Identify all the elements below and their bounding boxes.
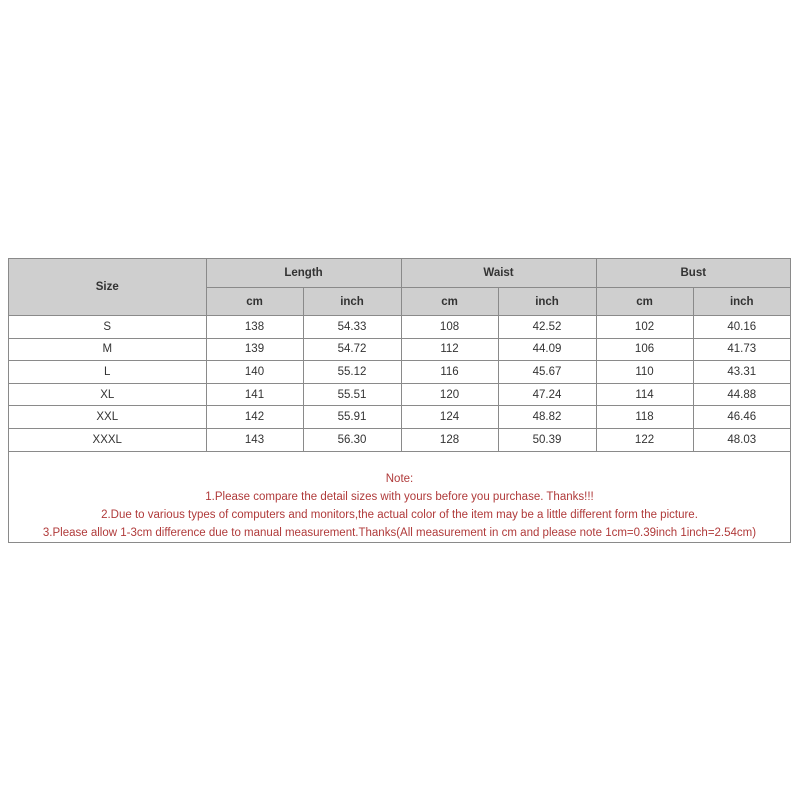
- waist-cm-cell: 112: [401, 338, 498, 361]
- note-line-3: 3.Please allow 1-3cm difference due to manual measurement.Thanks(All measurement in cm and please note 1cm=0.39inch 1inch=2.54cm): [42, 527, 757, 539]
- size-cell: M: [9, 338, 206, 361]
- size-cell: L: [9, 361, 206, 384]
- length-inch-cell: 55.91: [303, 406, 401, 429]
- bust-inch-header: inch: [693, 288, 790, 316]
- waist-cm-cell: 108: [401, 316, 498, 339]
- bust-cm-cell: 118: [596, 406, 693, 429]
- waist-inch-cell: 47.24: [498, 383, 596, 406]
- bust-cm-cell: 110: [596, 361, 693, 384]
- table-row: [9, 361, 790, 384]
- note-line-1: 1.Please compare the detail sizes with yours before you purchase. Thanks!!!: [205, 491, 594, 503]
- size-column-header: Size: [9, 259, 206, 316]
- waist-group-header: Waist: [401, 259, 596, 288]
- waist-inch-cell: 45.67: [498, 361, 596, 384]
- length-inch-cell: 55.12: [303, 361, 401, 384]
- table-row: [9, 338, 790, 361]
- table-row: [9, 406, 790, 429]
- length-cm-cell: 143: [206, 428, 303, 451]
- waist-inch-header: inch: [498, 288, 596, 316]
- bust-cm-cell: 106: [596, 338, 693, 361]
- header-row-groups: [9, 259, 790, 288]
- size-cell: XL: [9, 383, 206, 406]
- length-inch-cell: 54.72: [303, 338, 401, 361]
- size-rows: [9, 316, 790, 452]
- length-inch-cell: 56.30: [303, 428, 401, 451]
- length-cm-cell: 142: [206, 406, 303, 429]
- bust-inch-cell: 48.03: [693, 428, 790, 451]
- bust-inch-cell: 44.88: [693, 383, 790, 406]
- size-table: [9, 259, 790, 452]
- size-cell: XXL: [9, 406, 206, 429]
- length-cm-cell: 140: [206, 361, 303, 384]
- bust-group-header: Bust: [596, 259, 790, 288]
- bust-cm-header: cm: [596, 288, 693, 316]
- length-cm-cell: 141: [206, 383, 303, 406]
- waist-inch-cell: 42.52: [498, 316, 596, 339]
- size-chart: [8, 258, 791, 543]
- length-inch-cell: 55.51: [303, 383, 401, 406]
- bust-inch-cell: 43.31: [693, 361, 790, 384]
- notes-section: [9, 453, 790, 542]
- length-cm-cell: 138: [206, 316, 303, 339]
- length-inch-header: inch: [303, 288, 401, 316]
- size-cell: S: [9, 316, 206, 339]
- waist-cm-cell: 116: [401, 361, 498, 384]
- waist-inch-cell: 50.39: [498, 428, 596, 451]
- bust-inch-cell: 46.46: [693, 406, 790, 429]
- waist-inch-cell: 48.82: [498, 406, 596, 429]
- length-inch-cell: 54.33: [303, 316, 401, 339]
- bust-cm-cell: 102: [596, 316, 693, 339]
- bust-inch-cell: 41.73: [693, 338, 790, 361]
- length-cm-header: cm: [206, 288, 303, 316]
- waist-cm-cell: 128: [401, 428, 498, 451]
- size-cell: XXXL: [9, 428, 206, 451]
- table-row: [9, 316, 790, 339]
- waist-cm-cell: 120: [401, 383, 498, 406]
- bust-inch-cell: 40.16: [693, 316, 790, 339]
- note-title: Note:: [385, 473, 414, 485]
- table-row: [9, 428, 790, 451]
- waist-cm-cell: 124: [401, 406, 498, 429]
- table-row: [9, 383, 790, 406]
- length-cm-cell: 139: [206, 338, 303, 361]
- length-group-header: Length: [206, 259, 401, 288]
- bust-cm-cell: 122: [596, 428, 693, 451]
- waist-cm-header: cm: [401, 288, 498, 316]
- waist-inch-cell: 44.09: [498, 338, 596, 361]
- note-line-2: 2.Due to various types of computers and monitors,the actual color of the item may be a little different form the picture.: [101, 509, 698, 521]
- bust-cm-cell: 114: [596, 383, 693, 406]
